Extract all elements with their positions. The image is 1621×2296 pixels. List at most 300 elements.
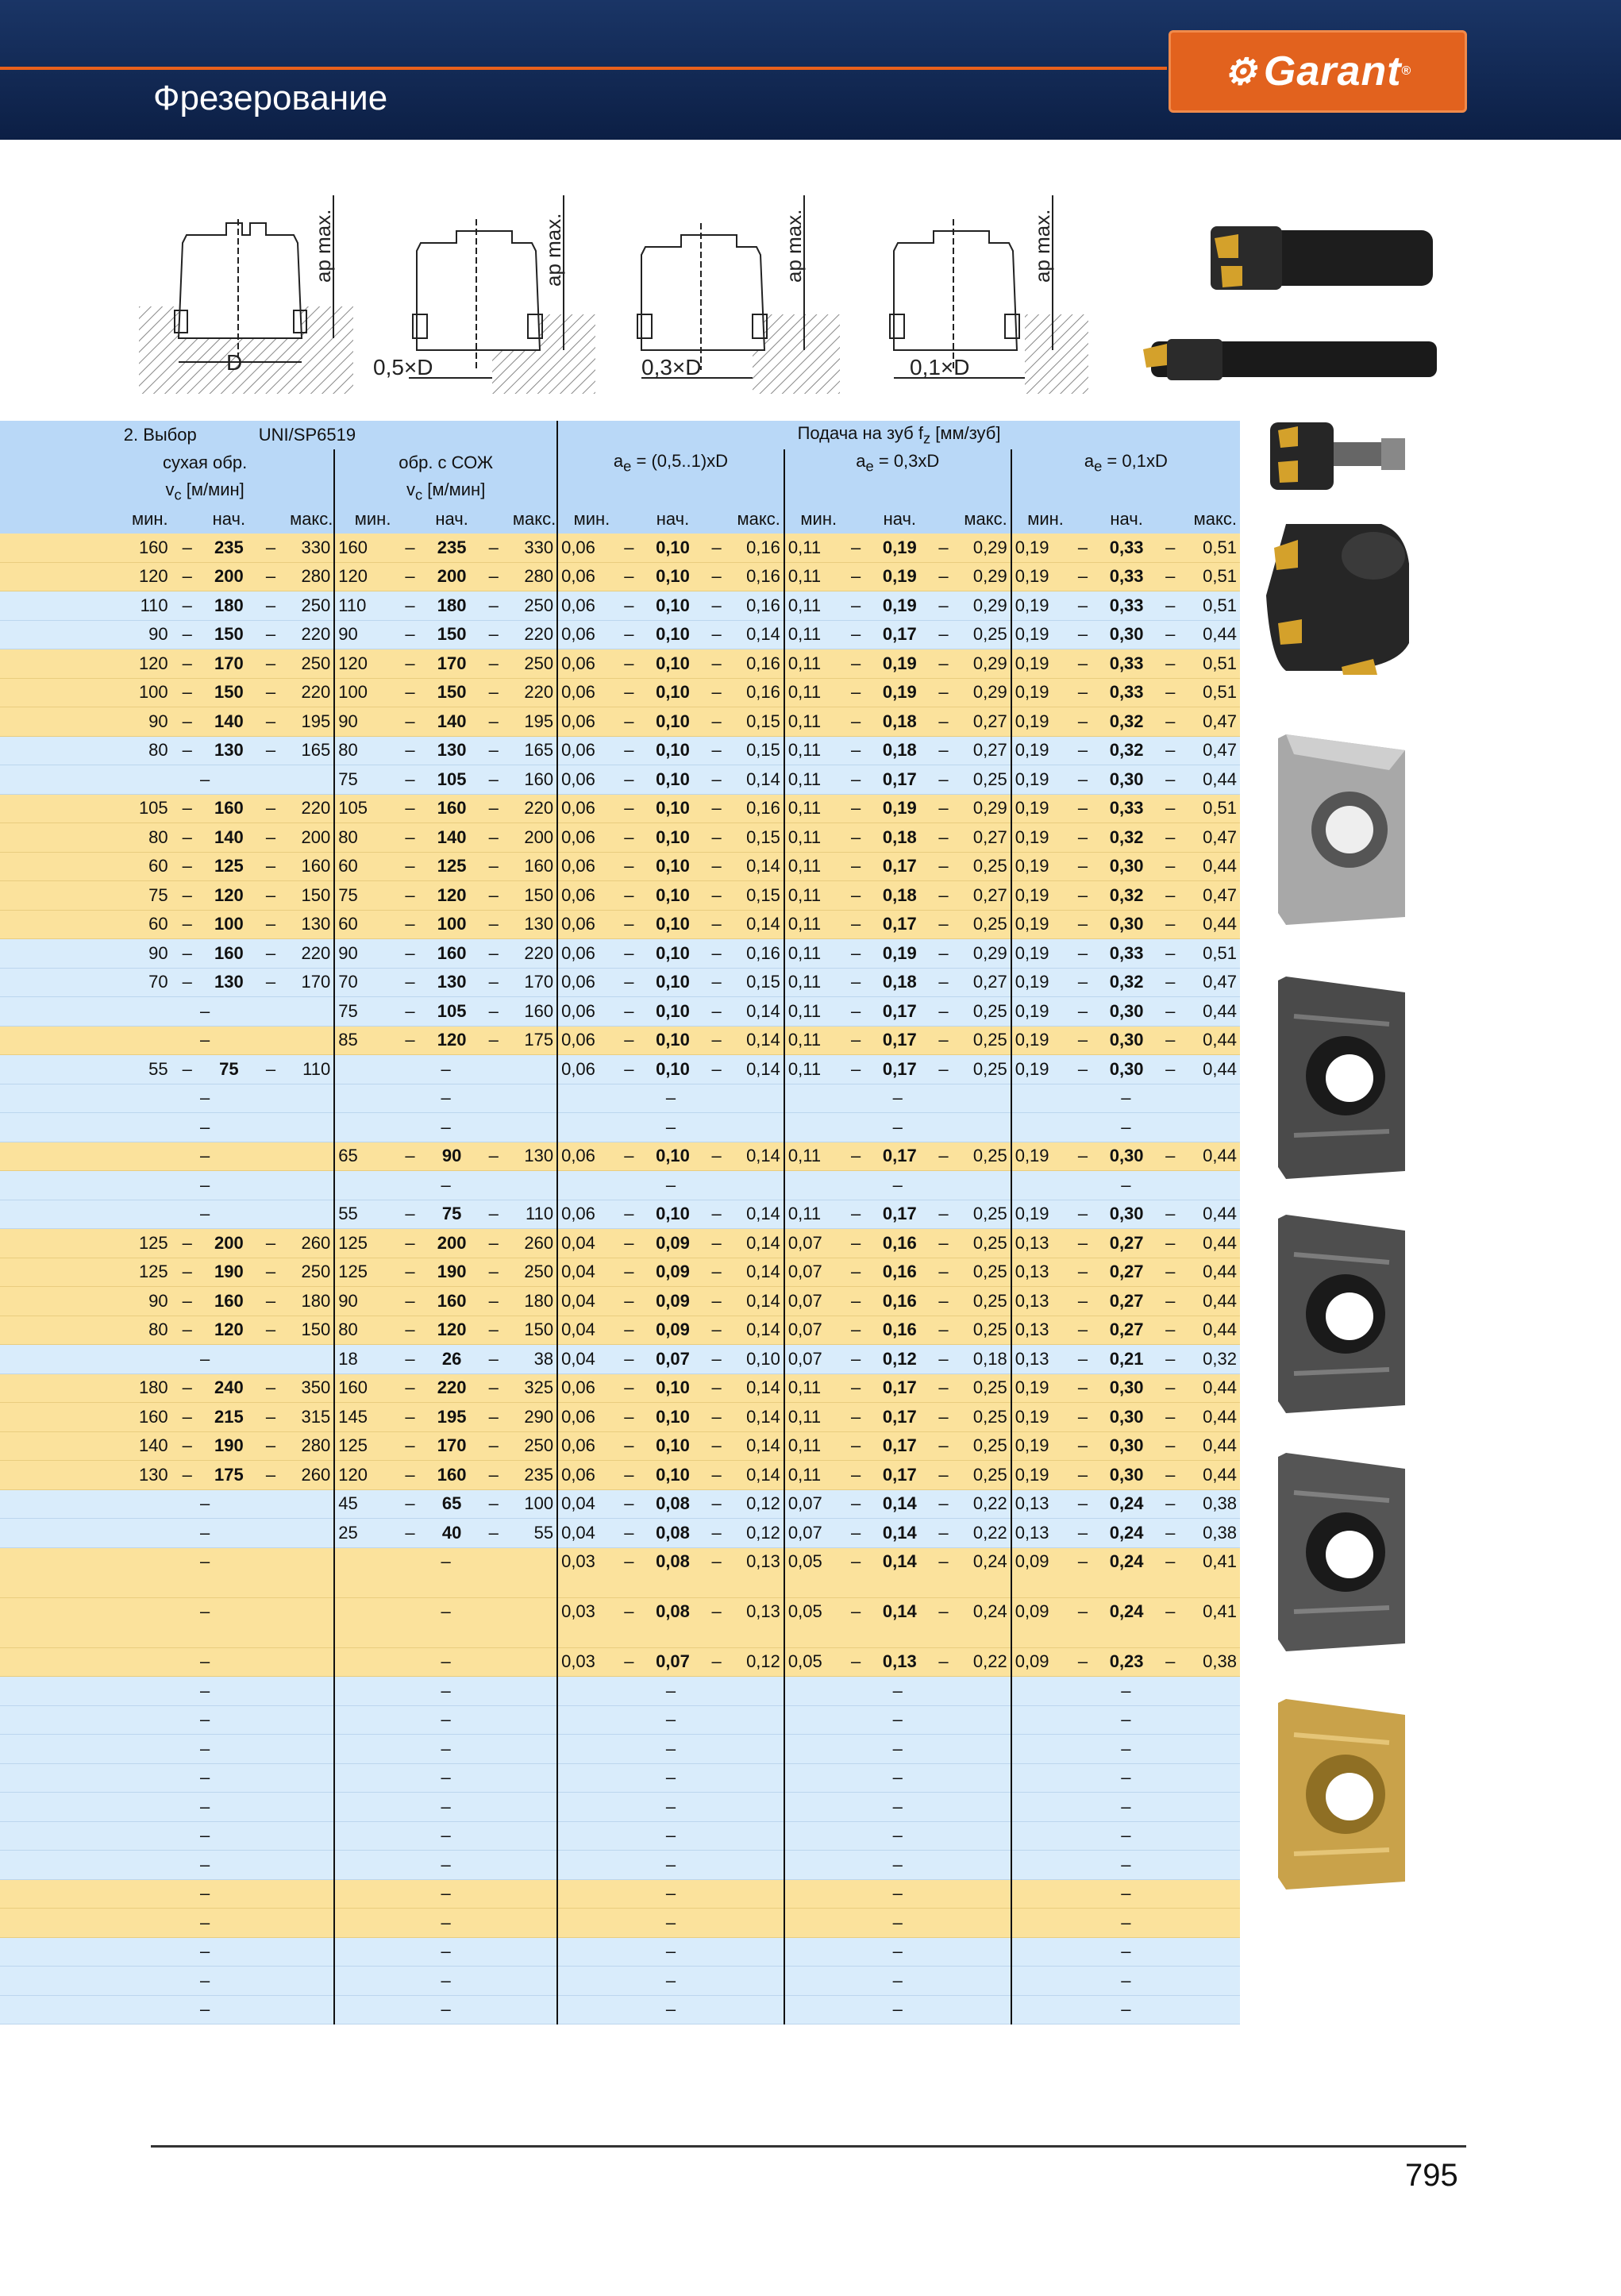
range-dash: –: [1067, 1229, 1099, 1258]
table-row: [0, 1142, 1240, 1171]
range-dash: –: [840, 649, 872, 679]
feed-3-start: 0,30: [1099, 620, 1154, 649]
range-dash: –: [255, 1258, 287, 1287]
range-dash: –: [613, 823, 645, 853]
range-dash: –: [927, 765, 959, 795]
range-dash: –: [1067, 794, 1099, 823]
feed-1-start: 0,10: [645, 1431, 700, 1461]
tenth-diameter-diagram: [862, 187, 1092, 410]
range-dash: –: [394, 765, 425, 795]
feed-1-min: 0,04: [557, 1345, 613, 1374]
feed-1-max: 0,16: [733, 591, 784, 621]
feed-3-start: 0,30: [1099, 910, 1154, 939]
range-dash: –: [1154, 997, 1186, 1027]
range-dash: –: [927, 1316, 959, 1345]
feed-3-start: 0,33: [1099, 534, 1154, 562]
feed-3-not-applicable: –: [1011, 1677, 1240, 1706]
feed-2-min: 0,05: [784, 1647, 840, 1677]
feed-1-min: 0,04: [557, 1258, 613, 1287]
diagram-d-label: 0,1×D: [910, 355, 970, 379]
wet-not-applicable: –: [334, 1851, 557, 1880]
range-dash: –: [613, 1258, 645, 1287]
wet-start: 170: [426, 1431, 478, 1461]
feed-3-not-applicable: –: [1011, 1879, 1240, 1909]
range-dash: –: [255, 736, 287, 765]
feed-3-min: 0,19: [1011, 1461, 1067, 1490]
range-dash: –: [394, 1345, 425, 1374]
feed-1-min: 0,04: [557, 1316, 613, 1345]
range-dash: –: [255, 1316, 287, 1345]
feed-1-not-applicable: –: [557, 1084, 784, 1113]
range-dash: –: [927, 1055, 959, 1084]
table-row: [0, 997, 1240, 1027]
range-dash: –: [701, 1547, 733, 1597]
long-end-mill-photo: [1135, 329, 1453, 393]
feed-2-max: 0,25: [960, 852, 1011, 881]
feed-2-min: 0,11: [784, 1373, 840, 1403]
feed-1-not-applicable: –: [557, 1113, 784, 1142]
wet-not-applicable: –: [334, 1647, 557, 1677]
wet-start: 140: [426, 823, 478, 853]
feed-2-min: 0,11: [784, 649, 840, 679]
range-dash: –: [255, 678, 287, 707]
feed-2-min: 0,11: [784, 1142, 840, 1171]
table-row: [0, 1763, 1240, 1793]
feed-2-min: 0,07: [784, 1316, 840, 1345]
dry-start: 190: [203, 1431, 255, 1461]
wet-min: 120: [334, 1461, 394, 1490]
feed-3-start: 0,30: [1099, 765, 1154, 795]
dry-not-applicable: –: [0, 1647, 334, 1677]
feed-2-max: 0,25: [960, 910, 1011, 939]
half-diameter-diagram: [373, 187, 603, 410]
feed-2-start: 0,19: [872, 794, 927, 823]
feed-1-min: 0,04: [557, 1489, 613, 1519]
feed-2-not-applicable: –: [784, 1735, 1011, 1764]
feed-2-min: 0,11: [784, 620, 840, 649]
range-dash: –: [613, 910, 645, 939]
feed-2-start: 0,17: [872, 1403, 927, 1432]
feed-2-max: 0,22: [960, 1647, 1011, 1677]
range-dash: –: [1154, 562, 1186, 591]
range-dash: –: [478, 910, 510, 939]
range-dash: –: [701, 534, 733, 562]
feed-2-start: 0,17: [872, 852, 927, 881]
range-dash: –: [478, 591, 510, 621]
feed-2-max: 0,22: [960, 1489, 1011, 1519]
feed-3-start: 0,32: [1099, 707, 1154, 737]
range-dash: –: [613, 1403, 645, 1432]
dry-min: 140: [0, 1431, 171, 1461]
range-dash: –: [255, 620, 287, 649]
range-dash: –: [255, 1403, 287, 1432]
range-dash: –: [171, 678, 203, 707]
dry-min: 80: [0, 1316, 171, 1345]
header-min: мин.: [1011, 506, 1067, 534]
dry-not-applicable: –: [0, 1995, 334, 2024]
range-dash: –: [478, 1519, 510, 1548]
feed-2-not-applicable: –: [784, 1793, 1011, 1822]
wet-max: 175: [510, 1026, 557, 1055]
feed-1-min: 0,06: [557, 939, 613, 969]
feed-2-start: 0,17: [872, 1373, 927, 1403]
range-dash: –: [1067, 1373, 1099, 1403]
range-dash: –: [171, 736, 203, 765]
dry-min: 125: [0, 1229, 171, 1258]
feed-2-not-applicable: –: [784, 1821, 1011, 1851]
dry-not-applicable: –: [0, 997, 334, 1027]
dry-max: 170: [287, 968, 334, 997]
dry-min: 160: [0, 1403, 171, 1432]
feed-1-min: 0,06: [557, 1200, 613, 1229]
feed-3-start: 0,27: [1099, 1229, 1154, 1258]
feed-3-max: 0,44: [1186, 1431, 1240, 1461]
table-row: [0, 1547, 1240, 1597]
range-dash: –: [613, 562, 645, 591]
feed-1-min: 0,06: [557, 794, 613, 823]
range-dash: –: [394, 794, 425, 823]
feed-2-min: 0,11: [784, 534, 840, 562]
feed-2-min: 0,11: [784, 1431, 840, 1461]
range-dash: –: [1067, 562, 1099, 591]
feed-3-max: 0,44: [1186, 1287, 1240, 1316]
table-row: [0, 1851, 1240, 1880]
feed-1-start: 0,10: [645, 968, 700, 997]
range-dash: –: [840, 1489, 872, 1519]
table-row: [0, 1705, 1240, 1735]
table-row: [0, 1026, 1240, 1055]
feed-3-max: 0,44: [1186, 1373, 1240, 1403]
range-dash: –: [171, 968, 203, 997]
feed-1-start: 0,07: [645, 1647, 700, 1677]
dry-max: 280: [287, 562, 334, 591]
feed-1-start: 0,10: [645, 736, 700, 765]
feed-2-max: 0,29: [960, 591, 1011, 621]
feed-3-max: 0,44: [1186, 1229, 1240, 1258]
range-dash: –: [478, 1287, 510, 1316]
wet-min: 120: [334, 562, 394, 591]
range-dash: –: [613, 765, 645, 795]
table-row: [0, 591, 1240, 621]
header-min: мин.: [557, 506, 613, 534]
table-row: [0, 881, 1240, 911]
feed-1-start: 0,10: [645, 823, 700, 853]
dry-not-applicable: –: [0, 1519, 334, 1548]
full-slot-diagram: [135, 187, 365, 410]
feed-2-max: 0,27: [960, 707, 1011, 737]
feed-2-max: 0,29: [960, 649, 1011, 679]
table-header-row-2: [0, 449, 1240, 478]
dry-min: 120: [0, 562, 171, 591]
feed-2-start: 0,18: [872, 707, 927, 737]
range-dash: –: [255, 1055, 287, 1084]
feed-1-not-applicable: –: [557, 1705, 784, 1735]
range-dash: –: [927, 1647, 959, 1677]
feed-3-max: 0,51: [1186, 534, 1240, 562]
dry-min: 130: [0, 1461, 171, 1490]
feed-2-not-applicable: –: [784, 1851, 1011, 1880]
wet-min: 90: [334, 707, 394, 737]
range-dash: –: [1154, 1142, 1186, 1171]
feed-3-not-applicable: –: [1011, 1113, 1240, 1142]
feed-2-min: 0,05: [784, 1597, 840, 1647]
range-dash: –: [927, 997, 959, 1027]
feed-2-not-applicable: –: [784, 1084, 1011, 1113]
feed-2-max: 0,27: [960, 968, 1011, 997]
range-dash: –: [701, 1519, 733, 1548]
feed-1-min: 0,06: [557, 910, 613, 939]
wet-min: 105: [334, 794, 394, 823]
wet-max: 250: [510, 1258, 557, 1287]
feed-1-min: 0,04: [557, 1229, 613, 1258]
feed-2-min: 0,07: [784, 1287, 840, 1316]
feed-2-start: 0,14: [872, 1547, 927, 1597]
dry-min: 90: [0, 1287, 171, 1316]
dry-max: 130: [287, 910, 334, 939]
range-dash: –: [701, 1258, 733, 1287]
dry-start: 160: [203, 939, 255, 969]
feed-3-start: 0,30: [1099, 1142, 1154, 1171]
wet-min: 80: [334, 823, 394, 853]
feed-2-min: 0,11: [784, 562, 840, 591]
wet-min: 145: [334, 1403, 394, 1432]
header-max: макс.: [960, 506, 1011, 534]
feed-3-min: 0,19: [1011, 765, 1067, 795]
table-row: [0, 910, 1240, 939]
dry-min: 160: [0, 534, 171, 562]
feed-3-start: 0,24: [1099, 1489, 1154, 1519]
feed-1-max: 0,16: [733, 562, 784, 591]
feed-2-start: 0,17: [872, 997, 927, 1027]
feed-2-max: 0,25: [960, 1258, 1011, 1287]
feed-2-start: 0,19: [872, 678, 927, 707]
range-dash: –: [478, 881, 510, 911]
feed-3-min: 0,13: [1011, 1345, 1067, 1374]
feed-3-max: 0,44: [1186, 1258, 1240, 1287]
dry-start: 240: [203, 1373, 255, 1403]
feed-2-start: 0,17: [872, 1200, 927, 1229]
range-dash: –: [927, 1519, 959, 1548]
dry-not-applicable: –: [0, 1967, 334, 1996]
range-dash: –: [478, 1200, 510, 1229]
feed-2-max: 0,25: [960, 1200, 1011, 1229]
table-row: [0, 794, 1240, 823]
feed-3-start: 0,27: [1099, 1258, 1154, 1287]
range-dash: –: [840, 736, 872, 765]
feed-1-start: 0,08: [645, 1489, 700, 1519]
engagement-diagrams: [135, 187, 1099, 410]
range-dash: –: [701, 939, 733, 969]
wet-not-applicable: –: [334, 1735, 557, 1764]
range-dash: –: [840, 794, 872, 823]
diagram-ap-label: ap max.: [541, 213, 565, 287]
feed-2-not-applicable: –: [784, 1113, 1011, 1142]
dry-start: 180: [203, 591, 255, 621]
feed-3-min: 0,19: [1011, 620, 1067, 649]
feed-1-min: 0,06: [557, 1373, 613, 1403]
range-dash: –: [255, 649, 287, 679]
range-dash: –: [1067, 1258, 1099, 1287]
range-dash: –: [613, 649, 645, 679]
range-dash: –: [1067, 968, 1099, 997]
feed-2-min: 0,11: [784, 707, 840, 737]
range-dash: –: [701, 852, 733, 881]
range-dash: –: [701, 1647, 733, 1677]
wet-max: 220: [510, 620, 557, 649]
table-row: [0, 1995, 1240, 2024]
dry-not-applicable: –: [0, 1084, 334, 1113]
range-dash: –: [927, 852, 959, 881]
range-dash: –: [840, 1647, 872, 1677]
feed-2-start: 0,17: [872, 1431, 927, 1461]
range-dash: –: [613, 678, 645, 707]
feed-2-min: 0,11: [784, 997, 840, 1027]
feed-1-not-applicable: –: [557, 1879, 784, 1909]
wet-start: 190: [426, 1258, 478, 1287]
feed-1-max: 0,10: [733, 1345, 784, 1374]
dry-start: 120: [203, 1316, 255, 1345]
feed-3-max: 0,47: [1186, 881, 1240, 911]
range-dash: –: [171, 1258, 203, 1287]
table-row: [0, 678, 1240, 707]
feed-3-start: 0,32: [1099, 736, 1154, 765]
range-dash: –: [840, 1547, 872, 1597]
feed-1-start: 0,10: [645, 1142, 700, 1171]
dry-not-applicable: –: [0, 1909, 334, 1938]
feed-2-start: 0,19: [872, 591, 927, 621]
feed-1-start: 0,10: [645, 939, 700, 969]
range-dash: –: [927, 562, 959, 591]
feed-2-start: 0,14: [872, 1519, 927, 1548]
feed-1-max: 0,14: [733, 1258, 784, 1287]
dry-min: 55: [0, 1055, 171, 1084]
feed-1-start: 0,09: [645, 1229, 700, 1258]
feed-2-max: 0,29: [960, 939, 1011, 969]
feed-3-start: 0,30: [1099, 1431, 1154, 1461]
range-dash: –: [171, 1461, 203, 1490]
feed-1-not-applicable: –: [557, 1677, 784, 1706]
feed-2-start: 0,17: [872, 1461, 927, 1490]
wet-not-applicable: –: [334, 1937, 557, 1967]
range-dash: –: [478, 707, 510, 737]
feed-1-min: 0,06: [557, 591, 613, 621]
feed-2-max: 0,27: [960, 736, 1011, 765]
wet-min: 100: [334, 678, 394, 707]
feed-1-start: 0,10: [645, 534, 700, 562]
dry-min: 60: [0, 852, 171, 881]
table-row: [0, 1373, 1240, 1403]
range-dash: –: [171, 562, 203, 591]
feed-3-min: 0,19: [1011, 910, 1067, 939]
range-dash: –: [613, 707, 645, 737]
range-dash: –: [394, 1026, 425, 1055]
feed-2-min: 0,11: [784, 852, 840, 881]
table-row: [0, 1967, 1240, 1996]
wet-not-applicable: –: [334, 1055, 557, 1084]
feed-3-max: 0,44: [1186, 910, 1240, 939]
range-dash: –: [394, 852, 425, 881]
range-dash: –: [701, 1489, 733, 1519]
dry-start: 125: [203, 852, 255, 881]
range-dash: –: [394, 1258, 425, 1287]
feed-1-start: 0,07: [645, 1345, 700, 1374]
range-dash: –: [1154, 1547, 1186, 1597]
range-dash: –: [613, 1055, 645, 1084]
range-dash: –: [1154, 707, 1186, 737]
range-dash: –: [1067, 852, 1099, 881]
wet-max: 280: [510, 562, 557, 591]
table-row: [0, 1735, 1240, 1764]
table-header-row-4: [0, 506, 1240, 534]
range-dash: –: [701, 620, 733, 649]
range-dash: –: [1067, 1055, 1099, 1084]
range-dash: –: [613, 852, 645, 881]
feed-1-start: 0,10: [645, 852, 700, 881]
table-row: [0, 1200, 1240, 1229]
feed-1-min: 0,06: [557, 534, 613, 562]
table-row: [0, 620, 1240, 649]
feed-2-start: 0,17: [872, 1055, 927, 1084]
range-dash: –: [1154, 1026, 1186, 1055]
range-dash: –: [1067, 1547, 1099, 1597]
wet-not-applicable: –: [334, 1084, 557, 1113]
range-dash: –: [613, 1373, 645, 1403]
range-dash: –: [1067, 1647, 1099, 1677]
feed-2-start: 0,16: [872, 1229, 927, 1258]
dry-start: 120: [203, 881, 255, 911]
table-header-row-1: [0, 421, 1240, 449]
feed-3-min: 0,19: [1011, 707, 1067, 737]
range-dash: –: [927, 1026, 959, 1055]
feed-1-start: 0,10: [645, 794, 700, 823]
feed-3-max: 0,44: [1186, 997, 1240, 1027]
page-number: 795: [1405, 2158, 1458, 2193]
range-dash: –: [1154, 1489, 1186, 1519]
wet-min: 110: [334, 591, 394, 621]
range-dash: –: [1067, 1489, 1099, 1519]
range-dash: –: [1154, 881, 1186, 911]
table-row: [0, 1403, 1240, 1432]
range-dash: –: [701, 794, 733, 823]
feed-3-max: 0,51: [1186, 649, 1240, 679]
feed-2-max: 0,29: [960, 678, 1011, 707]
feed-1-start: 0,10: [645, 765, 700, 795]
range-dash: –: [840, 1519, 872, 1548]
feed-1-start: 0,10: [645, 649, 700, 679]
table-row: [0, 1084, 1240, 1113]
feed-3-min: 0,09: [1011, 1647, 1067, 1677]
range-dash: –: [701, 1026, 733, 1055]
feed-3-min: 0,19: [1011, 1373, 1067, 1403]
wet-max: 195: [510, 707, 557, 737]
feed-3-min: 0,19: [1011, 1055, 1067, 1084]
range-dash: –: [255, 1229, 287, 1258]
range-dash: –: [701, 1403, 733, 1432]
feed-3-max: 0,38: [1186, 1489, 1240, 1519]
range-dash: –: [613, 1431, 645, 1461]
range-dash: –: [394, 997, 425, 1027]
range-dash: –: [1067, 910, 1099, 939]
range-dash: –: [701, 1200, 733, 1229]
dry-not-applicable: –: [0, 1937, 334, 1967]
feed-2-min: 0,11: [784, 881, 840, 911]
feed-2-not-applicable: –: [784, 1879, 1011, 1909]
feed-1-min: 0,06: [557, 1403, 613, 1432]
wet-min: 90: [334, 1287, 394, 1316]
range-dash: –: [927, 707, 959, 737]
range-dash: –: [701, 765, 733, 795]
range-dash: –: [927, 1597, 959, 1647]
